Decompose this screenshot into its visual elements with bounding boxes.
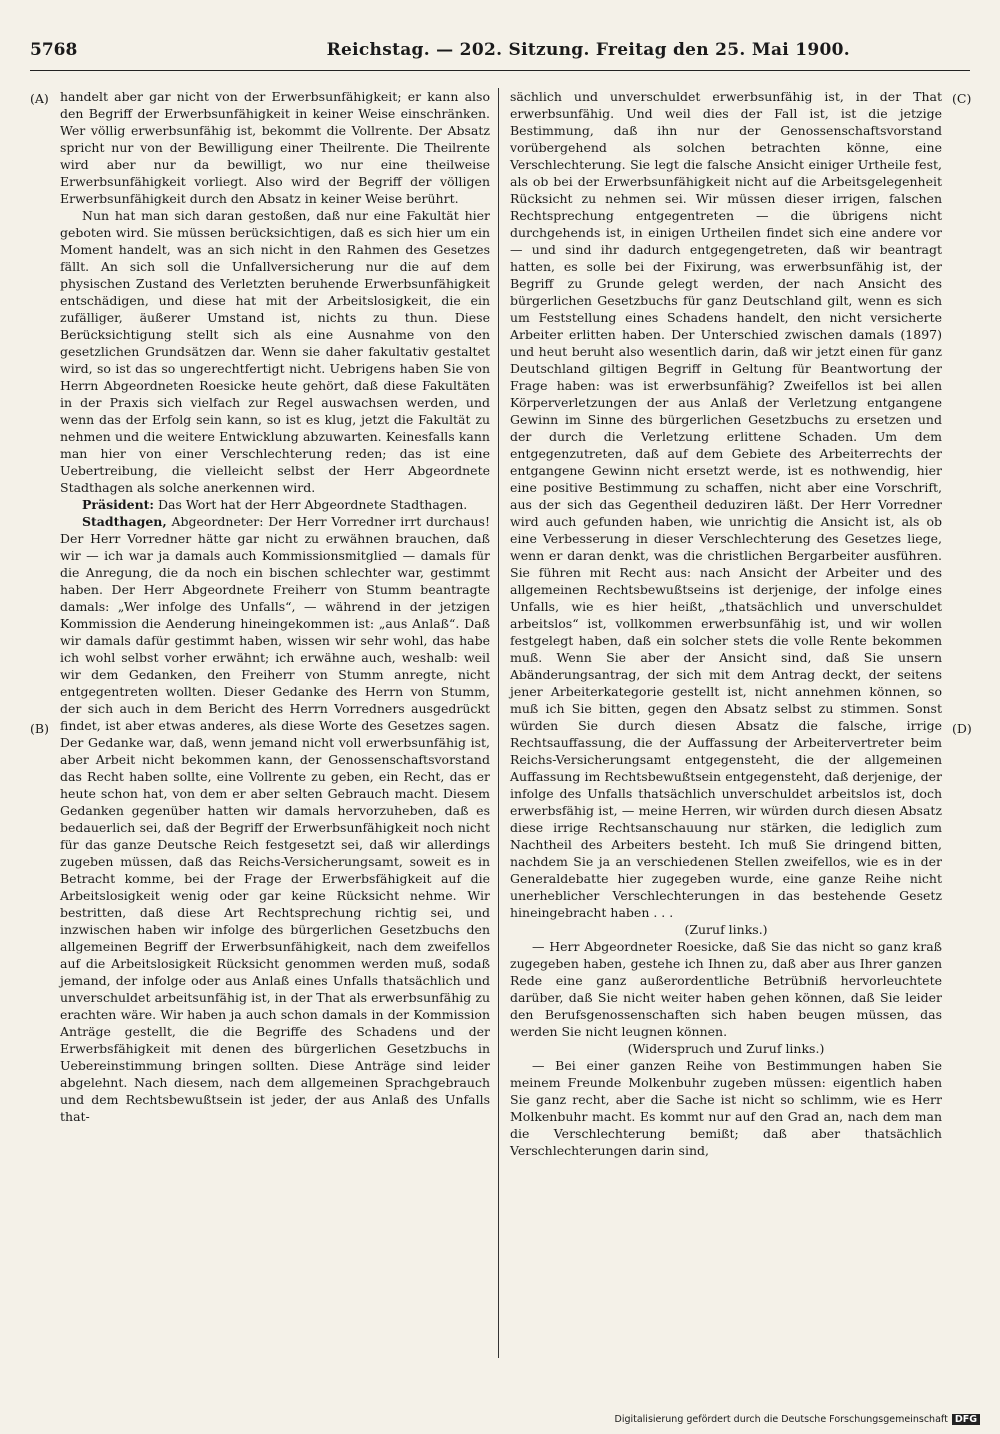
margin-marker-a: (A) bbox=[30, 91, 49, 106]
dfg-logo: DFG bbox=[952, 1414, 980, 1425]
margin-marker-d: (D) bbox=[952, 721, 972, 736]
interjection-2: (Widerspruch und Zuruf links.) bbox=[627, 1041, 825, 1056]
left-column bbox=[60, 88, 490, 1125]
left-paragraph-1: handelt aber gar nicht von der Erwerbsunfähigkeit; er kann also den Begriff der Erwerbsunfähigkeit in keiner Weise einschränken. Wer völlig erwerbsunfähig ist, bekommt die Vollrente. Der Absatz spricht nur von der Bewilligung einer Theilrente. Die Theilrente wird aber nur da bewilligt, wo nur eine theilweise Erwerbsunfähigkeit vorliegt. Also wird der Begriff der völligen Erwerbsunfähigkeit durch den Absatz in keiner Weise berührt. bbox=[60, 89, 490, 206]
speaker-name: Präsident: bbox=[82, 497, 155, 512]
right-paragraph-3: — Bei einer ganzen Reihe von Bestimmungen haben Sie meinem Freunde Molkenbuhr zugeben müssen: eigentlich haben Sie ganz recht, aber die Sache ist nicht so schlimm, wie es Herr Molkenbuhr macht. Es kommt nur auf den Grad an, nach dem man die Verschlechterung bemißt; daß aber thatsächlich Verschlechterungen darin sind, bbox=[510, 1058, 942, 1158]
running-title: Reichstag. — 202. Sitzung. Freitag den 25. Mai 1900. bbox=[326, 40, 850, 60]
interjection-1: (Zuruf links.) bbox=[684, 922, 768, 937]
margin-marker-c: (C) bbox=[952, 91, 972, 106]
speech-text: Abgeordneter: Der Herr Vorredner irrt durchaus! Der Herr Vorredner hätte gar nicht zu erwähnen brauchen, daß wir — ich war ja damals auch Kommissionsmitglied — damals für die Anregung, die da noch ein bischen schlechter war, gestimmt haben. Der Herr Abgeordnete Freiherr von Stumm beantragte damals: „Wer infolge des Unfalls“, — während in der jetzigen Kommission die Aenderung hineingekommen ist: „aus Anlaß“. Daß wir damals dafür gestimmt haben, wissen wir sehr wohl, das habe ich wohl selbst vorher erwähnt; ich erwähne auch, weshalb: weil wir dem Gedanken, den Freiherr von Stumm anregte, nicht entgegentreten wollten. Dieser Gedanke des Herrn von Stumm, der sich auch in dem Bericht des Herrn Vorredners ausgedrückt findet, ist aber etwas anderes, als diese Worte des Gesetzes sagen. Der Gedanke war, daß, wenn jemand nicht voll erwerbsunfähig ist, aber Arbeit nicht bekommen kann, der Genossenschaftsvorstand das Recht haben sollte, eine Vollrente zu geben, ein Recht, das er heute schon hat, von dem er aber selten Gebrauch macht. Diesem Gedanken gegenüber hatten wir damals hervorzuheben, daß es bedauerlich sei, daß der Begriff der Erwerbsunfähigkeit noch nicht für das ganze Deutsche Reich festgesetzt sei, daß wir allerdings zugeben müssen, daß das Reichs-Versicherungsamt, soweit es in Betracht komme, bei der Frage der Erwerbsfähigkeit auf die Arbeitslosigkeit wenig oder gar keine Rücksicht nehme. Wir bestritten, daß diese Art Rechtsprechung richtig sei, und inzwischen haben wir infolge des bürgerlichen Gesetzbuchs den allgemeinen Begriff der Erwerbsunfähigkeit, nach dem zweifellos auf die Arbeitslosigkeit Rücksicht genommen werden muß, sodaß jemand, der infolge oder aus Anlaß eines Unfalls thatsächlich und unverschuldet arbeitsunfähig ist, in der That als erwerbsunfähig zu erachten wäre. Wir haben ja auch schon damals in der Kommission Anträge gestellt, die die Begriffe des Schadens und der Erwerbsfähigkeit mit denen des bürgerlichen Gesetzbuchs in Uebereinstimmung bringen sollten. Diese Anträge sind leider abgelehnt. Nach diesem, nach dem allgemeinen Sprachgebrauch und dem Rechtsbewußtsein ist jeder, der aus Anlaß des Unfalls that- bbox=[60, 514, 490, 1124]
speaker-name: Stadthagen, bbox=[82, 514, 167, 529]
digitization-credit bbox=[615, 1414, 981, 1425]
right-paragraph-2: — Herr Abgeordneter Roesicke, daß Sie das nicht so ganz kraß zugegeben haben, gestehe ich Ihnen zu, daß aber aus Ihrer ganzen Rede eine ganz außerordentliche Betrübniß hervorleuchtete darüber, daß Sie nicht weiter haben gehen können, daß Sie leider den Berufsgenossenschaften sich haben beugen müssen, das werden Sie nicht leugnen können. bbox=[510, 939, 942, 1039]
page-number: 5768 bbox=[30, 40, 78, 60]
column-divider bbox=[498, 88, 499, 1358]
stadthagen-paragraph bbox=[60, 513, 490, 1125]
president-paragraph bbox=[60, 496, 490, 513]
right-paragraph-1: sächlich und unverschuldet erwerbsunfähig ist, in der That erwerbsunfähig. Und weil dies der Fall ist, ist die jetzige Bestimmung, daß ihn nur der Genossenschaftsvorstand vorübergehend als solchen betrachten könne, eine Verschlechterung. Sie legt die falsche Ansicht einiger Urtheile fest, als ob bei der Erwerbsunfähigkeit nicht auf die Arbeitsgelegenheit Rücksicht zu nehmen sei. Wir müssen dieser irrigen, falschen Rechtsprechung entgegentreten — die übrigens nicht durchgehends ist, in einigen Urtheilen findet sich eine andere vor — und sind ihr dadurch entgegengetreten, daß wir beantragt hatten, es solle bei der Fixirung, was erwerbsunfähig ist, der Begriff zu Grunde gelegt werden, der nach Ansicht des bürgerlichen Gesetzbuchs für ganz Deutschland gilt, wenn es sich um Feststellung eines Schadens handelt, den nicht versicherte Arbeiter erlitten haben. Der Unterschied zwischen damals (1897) und heut beruht also wesentlich darin, daß wir jetzt einen für ganz Deutschland giltigen Begriff in Geltung für Beantwortung der Frage haben: was ist erwerbsunfähig? Zweifellos ist bei allen Körperverletzungen der aus Anlaß der Verletzung entgangene Gewinn im Sinne des bürgerlichen Gesetzbuchs zu ersetzen und der durch die Verletzung erlittene Schaden. Um dem entgegenzutreten, daß auf dem Gebiete des Arbeiterrechts der entgangene Gewinn nicht ersetzt werde, ist es nothwendig, hier eine positive Bestimmung zu schaffen, nicht aber eine Vorschrift, aus der sich das Gegentheil deduziren läßt. Der Herr Vorredner wird auch gefunden haben, wie unrichtig die Ansicht ist, als ob eine Verbesserung in dieser Verschlechterung des Gesetzes liege, wenn er daran denkt, was die christlichen Bergarbeiter ausführen. Sie führen mit Recht aus: nach Ansicht der Arbeiter und des allgemeinen Rechtsbewußtseins ist derjenige, der infolge eines Unfalls, wie es hier heißt, „thatsächlich und unverschuldet arbeitslos“ ist, vollkommen erwerbsunfähig ist, und wir wollen festgelegt haben, daß ein solcher stets die volle Rente bekommen muß. Wenn Sie aber der Ansicht sind, daß Sie unsern Abänderungsantrag, der sich mit dem Antrag deckt, der seitens jener Arbeiterkategorie gestellt ist, nicht annehmen können, so muß ich Sie bitten, gegen den Absatz selbst zu stimmen. Sonst würden Sie durch diesen Absatz die falsche, irrige Rechtsauffassung, die der Auffassung der Arbeitervertreter beim Reichs-Versicherungsamt entgegensteht, die der allgemeinen Auffassung im Rechtsbewußtsein entgegensteht, daß derjenige, der infolge des Unfalls thatsächlich unverschuldet arbeitslos ist, doch erwerbsfähig ist, — meine Herren, wir würden durch diesen Absatz diese irrige Rechtsanschauung nur stärken, die lediglich zum Nachtheil des Arbeiters besteht. Ich muß Sie dringend bitten, nachdem Sie ja an verschiedenen Stellen zweifellos, wie es in der Generaldebatte hier zugegeben wurde, eine ganze Reihe nicht unerheblicher Verschlechterungen in das bestehende Gesetz hineingebracht haben . . . bbox=[510, 89, 942, 920]
page-header bbox=[30, 40, 970, 71]
speech-text: Das Wort hat der Herr Abgeordnete Stadthagen. bbox=[154, 497, 468, 512]
left-paragraph-2: Nun hat man sich daran gestoßen, daß nur eine Fakultät hier geboten wird. Sie müssen berücksichtigen, daß es sich hier um ein Moment handelt, was an sich nicht in den Rahmen des Gesetzes fällt. An sich soll die Unfallversicherung nur die auf dem physischen Zustand des Verletzten beruhende Erwerbsunfähigkeit entschädigen, und diese hat mit der Arbeitslosigkeit, die ein zufälliger, äußerer Umstand ist, nichts zu thun. Diese Berücksichtigung stellt sich als eine Ausnahme von den gesetzlichen Grundsätzen dar. Wenn sie daher fakultativ gestaltet wird, so ist das so ungerechtfertigt nicht. Uebrigens haben Sie von Herrn Abgeordneten Roesicke heute gehört, daß diese Fakultäten in der Praxis sich vielfach zur Regel auswachsen werden, und wenn das der Erfolg sein kann, so ist es klug, jetzt die Fakultät zu nehmen und die weitere Entwicklung abzuwarten. Keinesfalls kann man hier von einer Verschlechterung reden; das ist eine Uebertreibung, die vielleicht selbst der Herr Abgeordnete Stadthagen als solche anerkennen wird. bbox=[60, 208, 490, 495]
credit-text: Digitalisierung gefördert durch die Deutsche Forschungsgemeinschaft bbox=[614, 1414, 948, 1425]
margin-marker-b: (B) bbox=[30, 721, 49, 736]
right-column bbox=[510, 88, 942, 1159]
